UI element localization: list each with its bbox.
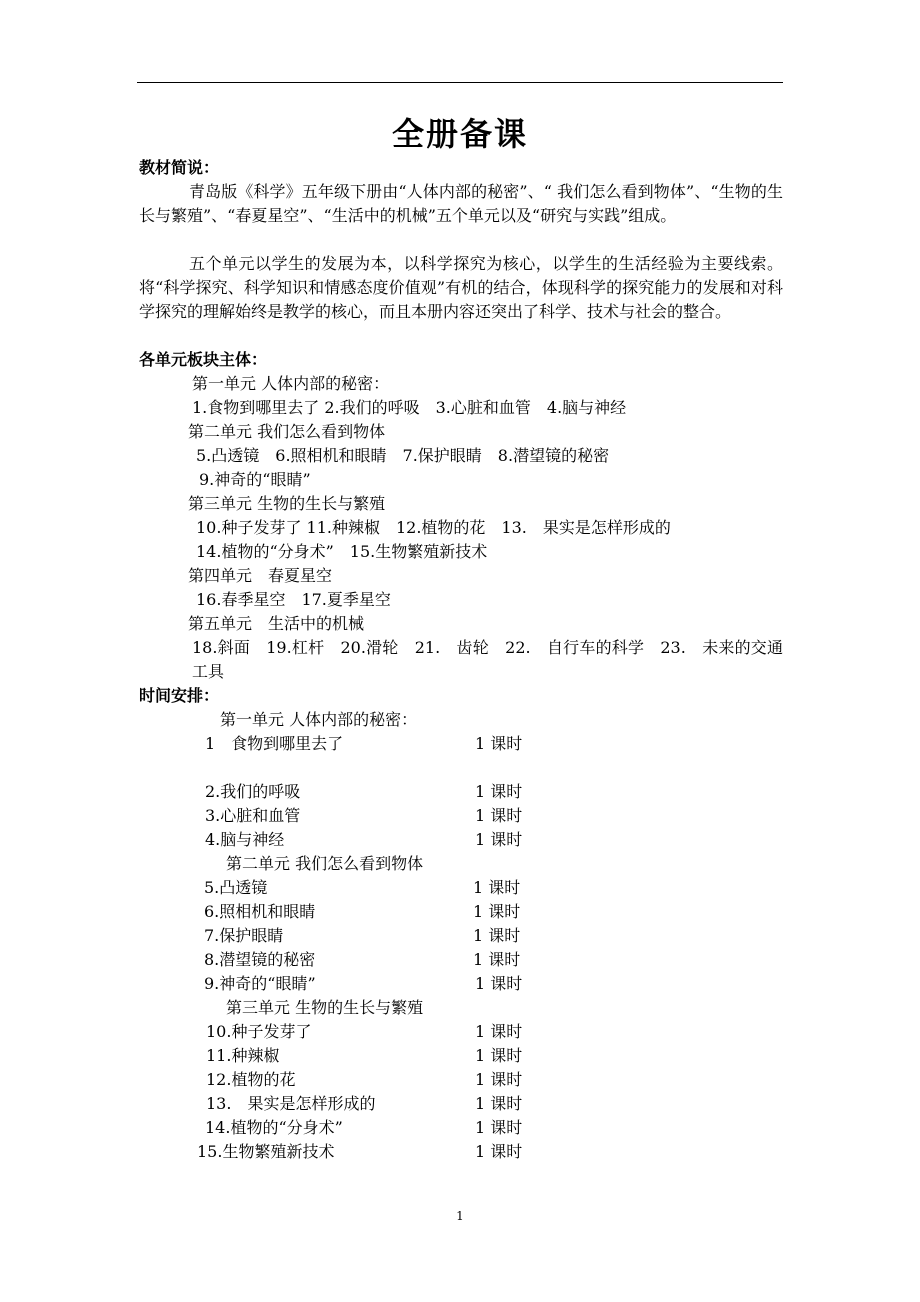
unit-3-lessons-cont: 14.植物的“分身术” 15.生物繁殖新技术 bbox=[196, 542, 488, 561]
units-heading: 各单元板块主体： bbox=[139, 350, 268, 369]
schedule-lesson: 11.种辣椒 bbox=[206, 1046, 280, 1065]
schedule-lesson: 6.照相机和眼睛 bbox=[204, 902, 316, 921]
schedule-lesson: 14.植物的“分身术” bbox=[205, 1118, 343, 1137]
page-number: 1 bbox=[456, 1209, 464, 1223]
schedule-hours: 1 课时 bbox=[473, 902, 521, 921]
header-rule bbox=[137, 82, 783, 83]
schedule-hours: 1 课时 bbox=[475, 1022, 523, 1041]
unit-5-title: 第五单元 生活中的机械 bbox=[188, 614, 365, 633]
schedule-lesson: 13. 果实是怎样形成的 bbox=[206, 1094, 376, 1113]
schedule-unit-1-title: 第一单元 人体内部的秘密： bbox=[220, 710, 418, 729]
schedule-unit-3-title: 第三单元 生物的生长与繁殖 bbox=[226, 998, 424, 1017]
schedule-hours: 1 课时 bbox=[473, 950, 521, 969]
schedule-lesson: 8.潜望镜的秘密 bbox=[204, 950, 316, 969]
schedule-lesson: 12.植物的花 bbox=[206, 1070, 296, 1089]
schedule-hours: 1 课时 bbox=[475, 830, 523, 849]
schedule-lesson: 5.凸透镜 bbox=[204, 878, 268, 897]
unit-2-lessons-cont: 9.神奇的“眼睛” bbox=[199, 470, 311, 489]
schedule-lesson: 4.脑与神经 bbox=[205, 830, 285, 849]
schedule-lesson: 15.生物繁殖新技术 bbox=[197, 1142, 335, 1161]
unit-4-title: 第四单元 春夏星空 bbox=[188, 566, 333, 585]
schedule-lesson: 7.保护眼睛 bbox=[204, 926, 284, 945]
schedule-lesson: 1 食物到哪里去了 bbox=[205, 734, 344, 753]
unit-5-lessons: 18.斜面 19.杠杆 20.滑轮 21. 齿轮 22. 自行车的科学 23. 未来的交通工具 bbox=[192, 638, 783, 681]
schedule-hours: 1 课时 bbox=[475, 1118, 523, 1137]
schedule-heading: 时间安排： bbox=[139, 686, 220, 705]
schedule-hours: 1 课时 bbox=[475, 734, 523, 753]
unit-3-title: 第三单元 生物的生长与繁殖 bbox=[188, 494, 386, 513]
unit-1-lessons: 1.食物到哪里去了 2.我们的呼吸 3.心脏和血管 4.脑与神经 bbox=[192, 398, 627, 417]
unit-3-lessons: 10.种子发芽了 11.种辣椒 12.植物的花 13. 果实是怎样形成的 bbox=[196, 518, 671, 537]
schedule-hours: 1 课时 bbox=[473, 878, 521, 897]
intro-heading: 教材简说： bbox=[139, 158, 220, 177]
schedule-hours: 1 课时 bbox=[475, 782, 523, 801]
schedule-lesson: 9.神奇的“眼睛” bbox=[204, 974, 316, 993]
schedule-hours: 1 课时 bbox=[473, 926, 521, 945]
page-title: 全册备课 bbox=[391, 115, 528, 153]
schedule-hours: 1 课时 bbox=[475, 1070, 523, 1089]
intro-paragraph-2: 五个单元以学生的发展为本，以科学探究为核心，以学生的生活经验为主要线索。将“科学探究、科学知识和情感态度价值观”有机的结合，体现科学的探究能力的发展和对科学探究的理解始终是教学的核心，而且本册内容还突出了科学、技术与社会的整合。 bbox=[139, 254, 783, 321]
unit-2-lessons: 5.凸透镜 6.照相机和眼睛 7.保护眼睛 8.潜望镜的秘密 bbox=[196, 446, 610, 465]
unit-2-title: 第二单元 我们怎么看到物体 bbox=[188, 422, 386, 441]
schedule-hours: 1 课时 bbox=[475, 1142, 523, 1161]
unit-4-lessons: 16.春季星空 17.夏季星空 bbox=[196, 590, 391, 609]
schedule-hours: 1 课时 bbox=[475, 1094, 523, 1113]
schedule-hours: 1 课时 bbox=[475, 974, 523, 993]
schedule-hours: 1 课时 bbox=[475, 1046, 523, 1065]
unit-1-title: 第一单元 人体内部的秘密： bbox=[192, 374, 390, 393]
schedule-lesson: 10.种子发芽了 bbox=[206, 1022, 312, 1041]
schedule-unit-2-title: 第二单元 我们怎么看到物体 bbox=[226, 854, 424, 873]
intro-paragraph-1: 青岛版《科学》五年级下册由“人体内部的秘密”、“ 我们怎么看到物体”、“生物的生长与繁殖”、“春夏星空”、“生活中的机械”五个单元以及“研究与实践”组成。 bbox=[139, 182, 783, 225]
schedule-lesson: 2.我们的呼吸 bbox=[205, 782, 301, 801]
schedule-lesson: 3.心脏和血管 bbox=[205, 806, 301, 825]
schedule-hours: 1 课时 bbox=[475, 806, 523, 825]
